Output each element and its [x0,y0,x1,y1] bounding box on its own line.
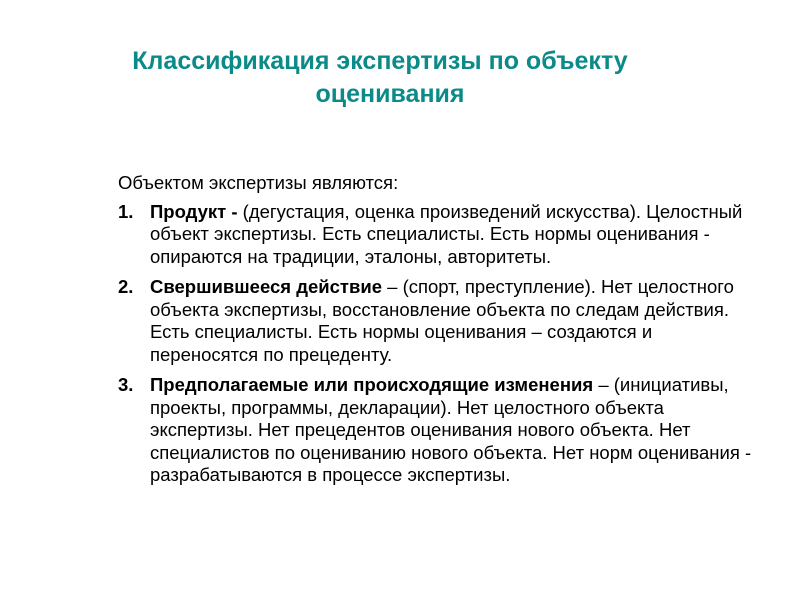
list-item [118,374,758,487]
list-item [118,201,758,269]
list-item-text: – (спорт, преступление). Нет целостного объекта экспертизы, восстановление объекта по следам действия. Есть специалисты. Есть нормы оценивания – создаются и переносятся по прецеденту. [150,276,734,365]
list-item-number: 2. [118,276,134,297]
slide-title-line-2: оценивания [315,79,465,108]
list-item-text: – (инициативы, проекты, программы, декларации). Нет целостного объекта экспертизы. Нет прецедентов оценивания нового объекта. Нет специалистов по оцениванию нового объекта. Нет норм оценивания - разрабатываются в процессе экспертизы. [150,374,752,485]
list-item-number: 1. [118,200,134,222]
slide-body [118,172,758,495]
list-item-lead: Свершившееся действие [150,276,383,297]
list-item-number: 3. [118,374,134,395]
list-item-text: (дегустация, оценка произведений искусства). Целостный объект экспертизы. Есть специалисты. Есть нормы оценивания - опираются на традиции, эталоны, авторитеты. [150,200,743,267]
list-item-lead: Предполагаемые или происходящие изменения [150,374,594,395]
list-item [118,276,758,366]
numbered-list [118,201,758,487]
slide-title-line-1: Классификация экспертизы по объекту [132,46,628,75]
slide-title [20,45,780,111]
intro-text: Объектом экспертизы являются: [118,172,399,193]
list-item-lead: Продукт - [150,200,238,222]
